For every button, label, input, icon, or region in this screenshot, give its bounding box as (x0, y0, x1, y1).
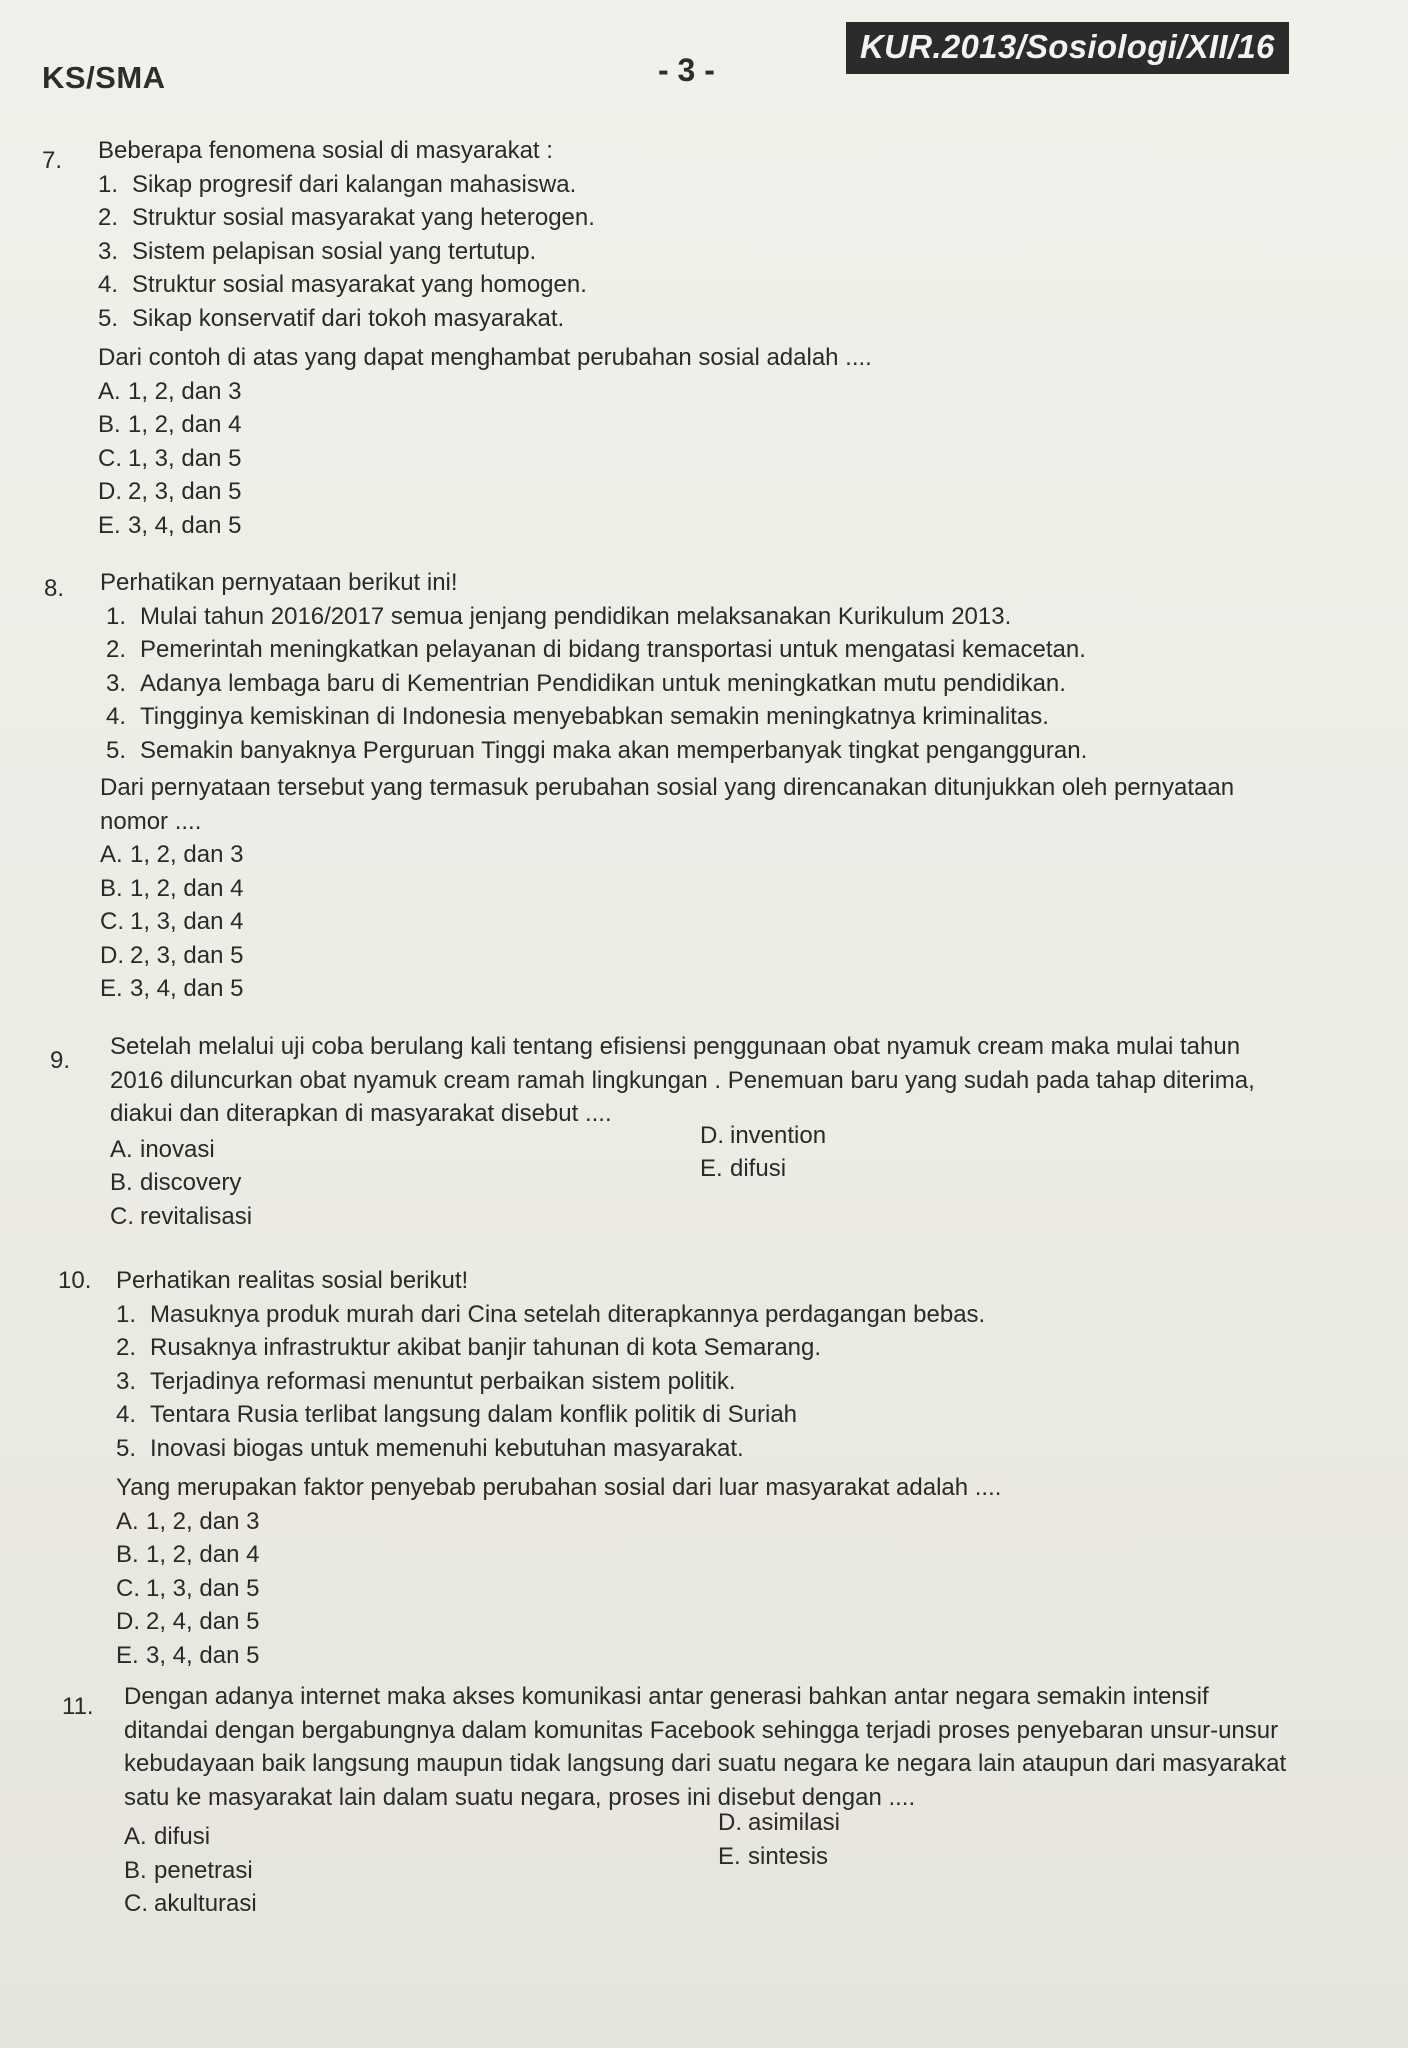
statement-item: 2. Rusaknya infrastruktur akibat banjir tahunan di kota Semarang. (116, 1334, 822, 1361)
school-level-label: KS/SMA (42, 60, 166, 95)
answer-option[interactable]: A. 1, 2, dan 3 (116, 1507, 260, 1535)
question-stem: Perhatikan realitas sosial berikut! (116, 1267, 469, 1294)
answer-option[interactable]: A. 1, 2, dan 3 (98, 377, 242, 405)
answer-option[interactable]: E. 3, 4, dan 5 (100, 975, 244, 1002)
question-stem: Perhatikan pernyataan berikut ini! (100, 569, 458, 596)
answer-option[interactable]: C. 1, 3, dan 5 (116, 1574, 260, 1602)
question-number: 9. (50, 1047, 71, 1074)
question-number: 7. (42, 147, 63, 174)
page-header (0, 22, 1408, 95)
statement-item: 2. Pemerintah meningkatkan pelayanan di bidang transportasi untuk mengatasi kemacetan. (106, 636, 1086, 663)
question-text-line: ditandai dengan bergabungnya dalam komunitas Facebook sehingga terjadi proses penyebaran unsur-unsur (124, 1716, 1279, 1744)
statement-item: 3. Adanya lembaga baru di Kementrian Pendidikan untuk meningkatkan mutu pendidikan. (106, 669, 1066, 697)
question-text-line: Dengan adanya internet maka akses komunikasi antar generasi bahkan antar negara semakin intensif (124, 1683, 1209, 1710)
question-text-line: kebudayaan baik langsung maupun tidak langsung dari suatu negara ke negara lain ataupun dari masyarakat (124, 1750, 1287, 1777)
answer-option[interactable]: A. 1, 2, dan 3 (100, 841, 244, 868)
statement-item: 1. Masuknya produk murah dari Cina setelah diterapkannya perdagangan bebas. (116, 1300, 986, 1328)
page-number: - 3 - (658, 52, 715, 88)
answer-option[interactable]: D. 2, 4, dan 5 (116, 1608, 260, 1635)
answer-option[interactable]: D. asimilasi (718, 1809, 841, 1836)
answer-option[interactable]: B. 1, 2, dan 4 (116, 1541, 260, 1568)
question-prompt: Dari contoh di atas yang dapat menghambat perubahan sosial adalah .... (98, 344, 872, 371)
statement-item: 4. Struktur sosial masyarakat yang homogen. (98, 271, 587, 298)
statement-item: 1. Sikap progresif dari kalangan mahasiswa. (98, 170, 577, 198)
answer-option[interactable]: C. 1, 3, dan 4 (100, 908, 244, 935)
answer-option[interactable]: B. discovery (110, 1169, 242, 1196)
answer-option[interactable]: A. difusi (124, 1823, 211, 1850)
answer-option[interactable]: A. inovasi (110, 1135, 215, 1163)
question-number: 8. (44, 575, 65, 602)
statement-item: 5. Semakin banyaknya Perguruan Tinggi maka akan memperbanyak tingkat pengangguran. (106, 736, 1088, 764)
question-text-line: satu ke masyarakat lain dalam suatu negara, proses ini disebut dengan .... (124, 1783, 916, 1811)
question-stem: Beberapa fenomena sosial di masyarakat : (98, 137, 553, 164)
question-number: 10. (58, 1267, 92, 1294)
statement-item: 3. Sistem pelapisan sosial yang tertutup. (98, 237, 537, 265)
question-prompt: Yang merupakan faktor penyebab perubahan sosial dari luar masyarakat adalah .... (116, 1474, 1002, 1501)
exam-code-badge: KUR.2013/Sosiologi/XII/16 (846, 22, 1289, 74)
answer-option[interactable]: E. 3, 4, dan 5 (116, 1641, 260, 1669)
statement-item: 1. Mulai tahun 2016/2017 semua jenjang pendidikan melaksanakan Kurikulum 2013. (106, 602, 1012, 630)
answer-option[interactable]: B. 1, 2, dan 4 (98, 411, 242, 438)
answer-option[interactable]: D. 2, 3, dan 5 (98, 478, 242, 505)
question-prompt-continued: nomor .... (100, 807, 202, 835)
statement-item: 4. Tingginya kemiskinan di Indonesia menyebabkan semakin meningkatnya kriminalitas. (106, 703, 1049, 730)
statement-item: 5. Sikap konservatif dari tokoh masyarakat. (98, 304, 565, 332)
statement-item: 3. Terjadinya reformasi menuntut perbaikan sistem politik. (116, 1367, 736, 1395)
answer-option[interactable]: C. akulturasi (124, 1890, 257, 1917)
question-number: 11. (62, 1693, 94, 1720)
answer-option[interactable]: E. 3, 4, dan 5 (98, 511, 242, 539)
answer-option[interactable]: E. sintesis (718, 1842, 829, 1870)
question-text-line: Setelah melalui uji coba berulang kali tentang efisiensi penggunaan obat nyamuk cream maka mulai tahun (110, 1033, 1241, 1060)
answer-option[interactable]: E. difusi (700, 1155, 787, 1182)
question-prompt: Dari pernyataan tersebut yang termasuk perubahan sosial yang direncanakan ditunjukkan oleh pernyataan (100, 774, 1235, 801)
statement-item: 2. Struktur sosial masyarakat yang heterogen. (98, 204, 595, 231)
question-text-line: diakui dan diterapkan di masyarakat disebut .... (110, 1100, 612, 1127)
answer-option[interactable]: B. penetrasi (124, 1856, 253, 1884)
answer-option[interactable]: D. invention (700, 1121, 827, 1149)
answer-option[interactable]: D. 2, 3, dan 5 (100, 941, 244, 969)
question-text-line: 2016 diluncurkan obat nyamuk cream ramah lingkungan . Penemuan baru yang sudah pada tahap diterima, (110, 1066, 1255, 1094)
statement-item: 4. Tentara Rusia terlibat langsung dalam konflik politik di Suriah (116, 1401, 798, 1428)
answer-option[interactable]: B. 1, 2, dan 4 (100, 874, 244, 902)
answer-option[interactable]: C. 1, 3, dan 5 (98, 444, 242, 472)
statement-item: 5. Inovasi biogas untuk memenuhi kebutuhan masyarakat. (116, 1434, 744, 1462)
answer-option[interactable]: C. revitalisasi (110, 1202, 253, 1230)
